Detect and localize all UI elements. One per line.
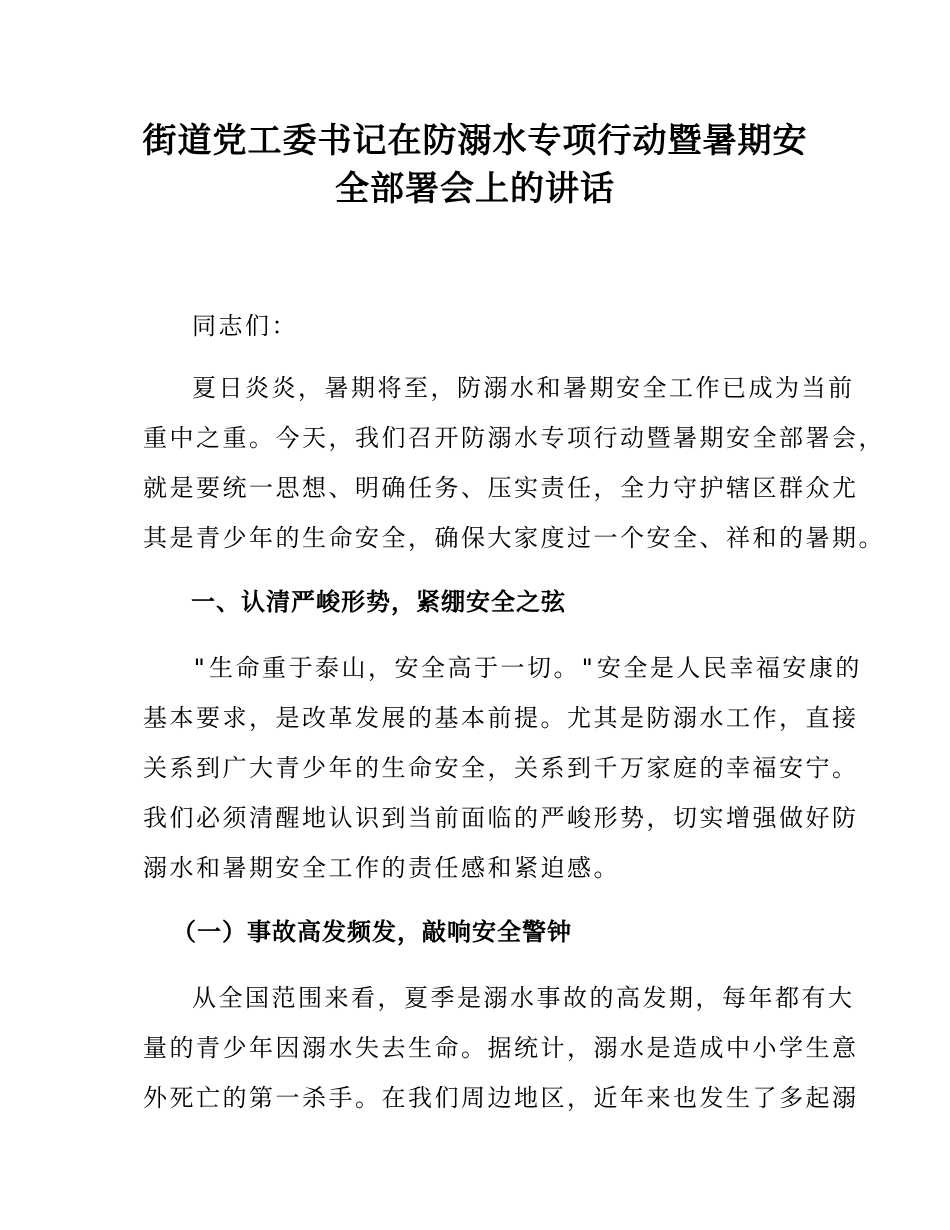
salutation: 同志们： [192,312,298,340]
subsection-1-paragraph-line: 外死亡的第一杀手。在我们周边地区，近年来也发生了多起溺 [143,1084,859,1112]
section-1-paragraph-line: 溺水和暑期安全工作的责任感和紧迫感。 [143,854,620,882]
section-1-heading: 一、认清严峻形势，紧绷安全之弦 [191,588,566,616]
section-1-paragraph-line: "生命重于泰山，安全高于一切。"安全是人民幸福安康的 [192,654,862,682]
intro-paragraph-line: 夏日炎炎，暑期将至，防溺水和暑期安全工作已成为当前 [192,374,855,402]
document-title-line-2: 全部署会上的讲话 [335,169,615,209]
subsection-1-paragraph-line: 从全国范围来看，夏季是溺水事故的高发期，每年都有大 [192,984,855,1012]
section-1-paragraph-line: 基本要求，是改革发展的基本前提。尤其是防溺水工作，直接 [143,704,859,732]
intro-paragraph-line: 就是要统一思想、明确任务、压实责任，全力守护辖区群众尤 [143,474,859,502]
section-1-paragraph-line: 我们必须清醒地认识到当前面临的严峻形势，切实增强做好防 [143,804,859,832]
document-title-line-1: 街道党工委书记在防溺水专项行动暨暑期安 [142,121,808,161]
subsection-1-heading: （一）事故高发频发，敲响安全警钟 [172,918,572,946]
intro-paragraph-line: 其是青少年的生命安全，确保大家度过一个安全、祥和的暑期。 [143,524,885,552]
intro-paragraph-line: 重中之重。今天，我们召开防溺水专项行动暨暑期安全部署会， [143,424,885,452]
section-1-paragraph-line: 关系到广大青少年的生命安全，关系到千万家庭的幸福安宁。 [143,754,859,782]
subsection-1-paragraph-line: 量的青少年因溺水失去生命。据统计，溺水是造成中小学生意 [143,1034,859,1062]
